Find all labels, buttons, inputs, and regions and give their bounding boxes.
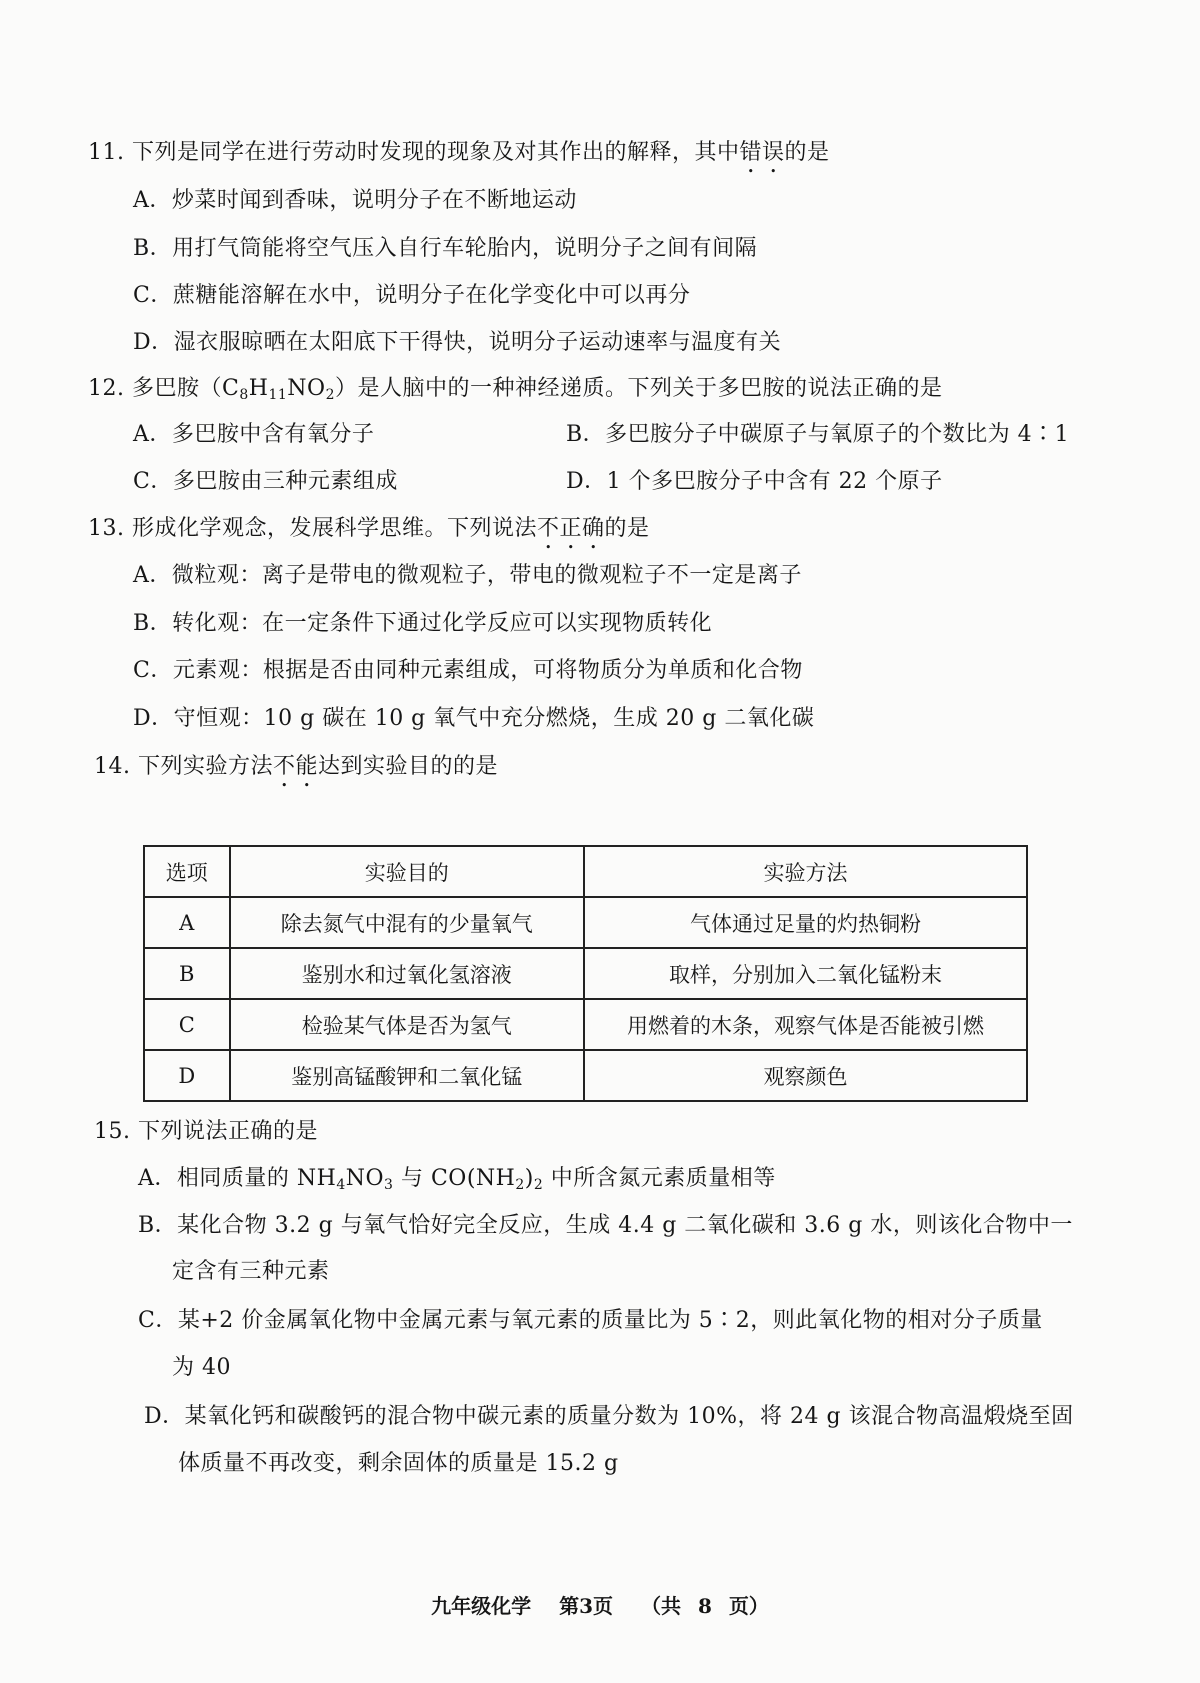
question-13-stem: 13. 形成化学观念，发展科学思维。下列说法不正确的是	[88, 516, 650, 541]
table-cell: A	[144, 897, 230, 948]
footer-page-number: 第3页	[559, 1594, 614, 1618]
table-header-method: 实验方法	[584, 846, 1027, 897]
question-15-option-c-line2: 为 40	[172, 1355, 231, 1380]
table-row	[144, 897, 1027, 948]
question-12-option-a: A．多巴胺中含有氧分子	[133, 422, 375, 447]
question-11-option-b: B．用打气筒能将空气压入自行车轮胎内，说明分子之间有间隔	[133, 236, 758, 261]
footer-total-pages: （共 8 页）	[641, 1594, 769, 1618]
experiment-table	[143, 845, 1028, 1102]
question-11-option-d: D．湿衣服晾晒在太阳底下干得快，说明分子运动速率与温度有关	[133, 330, 782, 355]
table-cell: 气体通过足量的灼热铜粉	[584, 897, 1027, 948]
question-15-option-d-line1: D．某氧化钙和碳酸钙的混合物中碳元素的质量分数为 10%，将 24 g 该混合物高温煅烧至固	[144, 1404, 1074, 1429]
question-13-option-d: D．守恒观：10 g 碳在 10 g 氧气中充分燃烧，生成 20 g 二氧化碳	[133, 706, 815, 731]
question-11-option-a: A．炒菜时闻到香味，说明分子在不断地运动	[133, 188, 577, 213]
table-header-row	[144, 846, 1027, 897]
question-15-option-b-line2: 定含有三种元素	[172, 1259, 330, 1284]
table-cell: 鉴别水和过氧化氢溶液	[230, 948, 584, 999]
question-11-option-c: C．蔗糖能溶解在水中，说明分子在化学变化中可以再分	[133, 283, 691, 308]
question-12-stem: 12. 多巴胺$(C_8H_{11}NO_2)$是人脑中的一种神经递质。下列关于多巴胺的说法正确的是	[88, 376, 943, 403]
footer-subject: 九年级化学	[431, 1594, 532, 1618]
question-15-option-c-line1: C．某+2 价金属氧化物中金属元素与氧元素的质量比为 5∶2，则此氧化物的相对分子质量	[138, 1308, 1043, 1333]
table-row	[144, 948, 1027, 999]
question-15-option-d-line2: 体质量不再改变，剩余固体的质量是 15.2 g	[178, 1451, 619, 1476]
question-12-option-d: D．1 个多巴胺分子中含有 22 个原子	[566, 469, 943, 494]
table-header-option: 选项	[144, 846, 230, 897]
question-14-stem: 14. 下列实验方法不能达到实验目的的是	[94, 754, 499, 779]
table-header-purpose: 实验目的	[230, 846, 584, 897]
page-footer	[0, 1590, 1200, 1619]
question-12-option-b: B．多巴胺分子中碳原子与氧原子的个数比为 4∶1	[566, 422, 1070, 447]
table-cell: 除去氮气中混有的少量氧气	[230, 897, 584, 948]
table-cell: D	[144, 1050, 230, 1101]
table-row	[144, 999, 1027, 1050]
table-row	[144, 1050, 1027, 1101]
question-15-option-a: A．相同质量的 $NH_4NO_3$ 与 $CO(NH_2)_2$ 中所含氮元素质量相等	[138, 1166, 776, 1193]
question-12-option-c: C．多巴胺由三种元素组成	[133, 469, 398, 494]
question-15-option-b-line1: B．某化合物 3.2 g 与氧气恰好完全反应，生成 4.4 g 二氧化碳和 3.6 g 水，则该化合物中一	[138, 1213, 1073, 1238]
question-11-stem: 11. 下列是同学在进行劳动时发现的现象及对其作出的解释，其中错误的是	[88, 140, 830, 165]
table-cell: 取样，分别加入二氧化锰粉末	[584, 948, 1027, 999]
table-cell: 鉴别高锰酸钾和二氧化锰	[230, 1050, 584, 1101]
table-cell: B	[144, 948, 230, 999]
question-13-option-c: C．元素观：根据是否由同种元素组成，可将物质分为单质和化合物	[133, 658, 803, 683]
table-cell: 用燃着的木条，观察气体是否能被引燃	[584, 999, 1027, 1050]
table-cell: 检验某气体是否为氢气	[230, 999, 584, 1050]
table-cell: 观察颜色	[584, 1050, 1027, 1101]
question-15-stem: 15. 下列说法正确的是	[94, 1119, 319, 1144]
question-13-option-a: A．微粒观：离子是带电的微观粒子，带电的微观粒子不一定是离子	[133, 563, 802, 588]
question-13-option-b: B．转化观：在一定条件下通过化学反应可以实现物质转化	[133, 611, 713, 636]
table-cell: C	[144, 999, 230, 1050]
